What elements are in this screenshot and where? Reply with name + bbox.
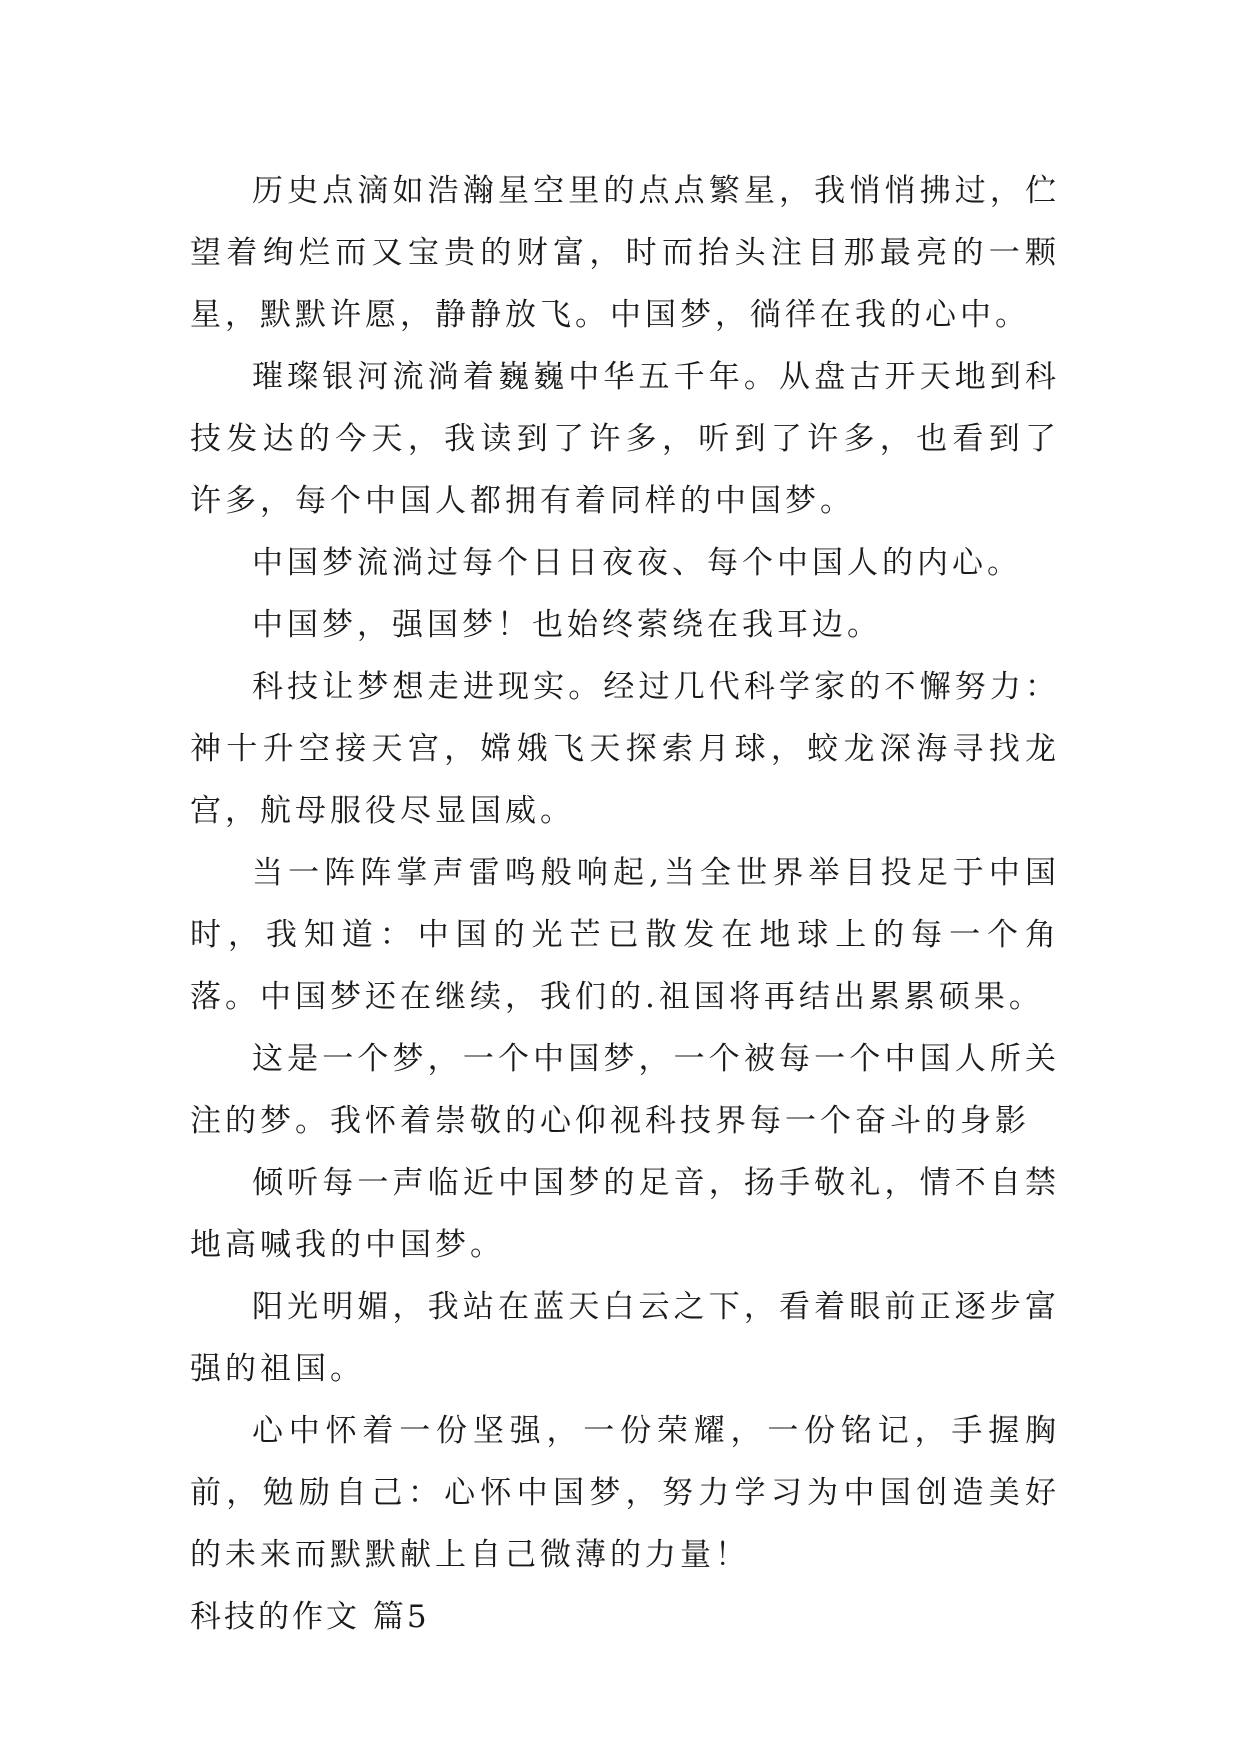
paragraph-3: 中国梦流淌过每个日日夜夜、每个中国人的内心。 <box>252 545 1022 581</box>
paragraph-1: 历史点滴如浩瀚星空里的点点繁星，我悄悄拂过，伫望着绚烂而又宝贵的财富，时而抬头注目那最亮的一颗星，默默许愿，静静放飞。中国梦，徜徉在我的心中。 <box>190 173 1060 333</box>
paragraph-7: 这是一个梦，一个中国梦，一个被每一个中国人所关注的梦。我怀着崇敬的心仰视科技界每一个奋斗的身影 <box>190 1041 1060 1139</box>
paragraph-5: 科技让梦想走进现实。经过几代科学家的不懈努力：神十升空接天宫，嫦娥飞天探索月球，蛟龙深海寻找龙宫，航母服役尽显国威。 <box>190 669 1060 829</box>
paragraph-4: 中国梦，强国梦！也始终萦绕在我耳边。 <box>252 607 882 643</box>
essay-body <box>190 160 1060 1648</box>
section-heading: 科技的作文 篇5 <box>190 1599 430 1635</box>
paragraph-9: 阳光明媚，我站在蓝天白云之下，看着眼前正逐步富强的祖国。 <box>190 1289 1060 1387</box>
paragraph-6: 当一阵阵掌声雷鸣般响起,当全世界举目投足于中国时，我知道：中国的光芒已散发在地球上的每一个角落。中国梦还在继续，我们的.祖国将再结出累累硕果。 <box>190 855 1060 1015</box>
paragraph-8: 倾听每一声临近中国梦的足音，扬手敬礼，情不自禁地高喊我的中国梦。 <box>190 1165 1060 1263</box>
paragraph-10: 心中怀着一份坚强，一份荣耀，一份铭记，手握胸前，勉励自己：心怀中国梦，努力学习为中国创造美好的未来而默默献上自己微薄的力量！ <box>190 1413 1060 1573</box>
paragraph-2: 璀璨银河流淌着巍巍中华五千年。从盘古开天地到科技发达的今天，我读到了许多，听到了许多，也看到了许多，每个中国人都拥有着同样的中国梦。 <box>190 359 1060 519</box>
